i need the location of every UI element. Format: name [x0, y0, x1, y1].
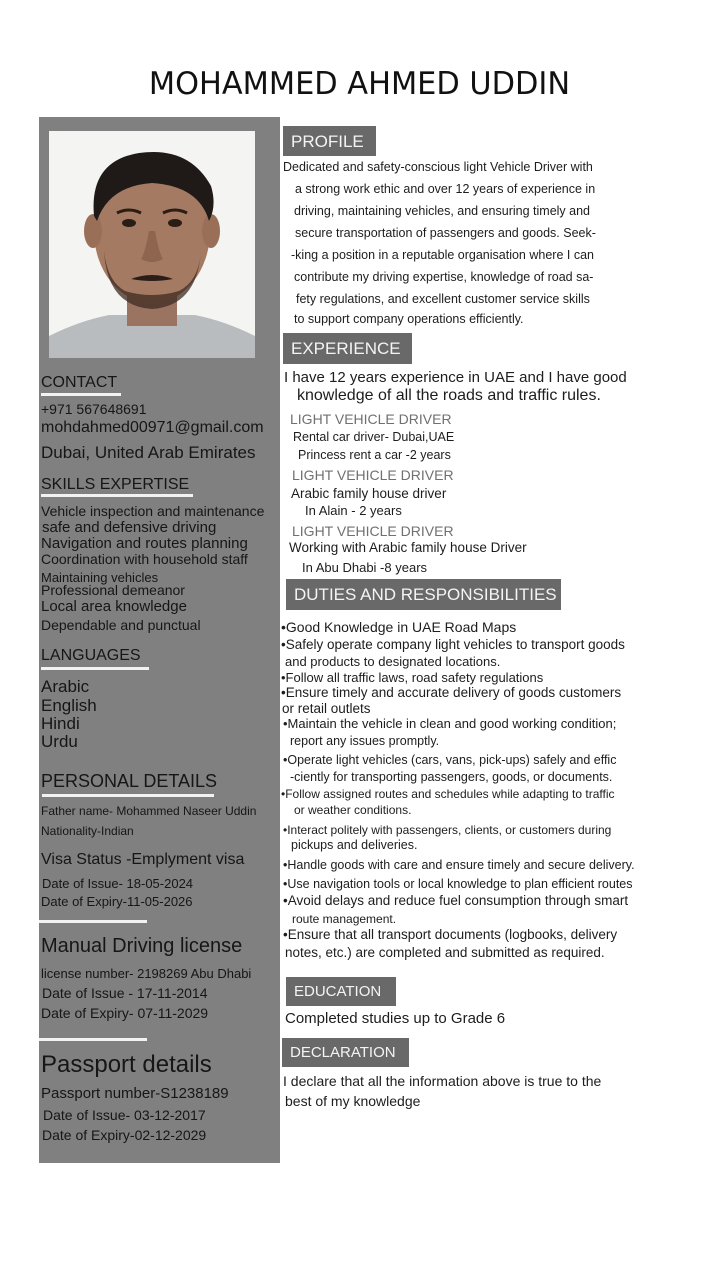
job-title: LIGHT VEHICLE DRIVER: [290, 411, 452, 427]
education-section-header: [286, 977, 396, 1006]
nationality: Nationality-Indian: [41, 824, 134, 838]
experience-summary: I have 12 years experience in UAE and I have good: [284, 369, 627, 386]
skills-divider: [41, 494, 193, 497]
license-issue-date: Date of Issue - 17-11-2014: [42, 985, 208, 1001]
duty-line: •Interact politely with passengers, clients, or customers during: [283, 823, 612, 837]
duty-line: •Maintain the vehicle in clean and good working condition;: [283, 716, 617, 731]
job-title: LIGHT VEHICLE DRIVER: [292, 523, 454, 539]
skill-item: Professional demeanor: [41, 582, 185, 598]
language-item: Urdu: [41, 732, 78, 751]
profile-line: driving, maintaining vehicles, and ensuring timely and: [294, 204, 590, 218]
duty-line: •Handle goods with care and ensure timely and secure delivery.: [283, 858, 635, 872]
duty-line: pickups and deliveries.: [291, 838, 418, 852]
declaration-heading: DECLARATION: [290, 1044, 396, 1061]
profile-line: to support company operations efficiently.: [294, 312, 524, 326]
duty-line: or retail outlets: [282, 701, 371, 716]
language-item: Hindi: [41, 714, 80, 733]
license-number: license number- 2198269 Abu Dhabi: [41, 966, 252, 981]
skill-item: Local area knowledge: [41, 598, 187, 615]
skills-heading: SKILLS EXPERTISE: [41, 476, 190, 493]
duty-line: •Operate light vehicles (cars, vans, pick-ups) safely and effic: [283, 753, 617, 767]
license-expiry-date: Date of Expiry- 07-11-2029: [41, 1005, 209, 1021]
job-detail: Arabic family house driver: [291, 486, 447, 501]
profile-line: a strong work ethic and over 12 years of experience in: [295, 182, 596, 196]
duty-line: -ciently for transporting passengers, goods, or documents.: [290, 770, 613, 784]
personal-details-heading: PERSONAL DETAILS: [41, 771, 218, 791]
duty-line: •Ensure timely and accurate delivery of goods customers: [281, 685, 622, 700]
duty-line: route management.: [292, 912, 397, 926]
duty-line: notes, etc.) are completed and submitted as required.: [285, 945, 605, 960]
license-divider: [39, 1038, 147, 1041]
profile-line: fety regulations, and excellent customer service skills: [296, 292, 590, 306]
duty-line: and products to designated locations.: [285, 654, 501, 669]
driving-license-heading: Manual Driving license: [41, 935, 243, 957]
passport-heading: Passport details: [41, 1051, 212, 1078]
contact-divider: [41, 393, 121, 396]
duty-line: •Follow assigned routes and schedules while adapting to traffic: [281, 787, 615, 801]
experience-section-header: [283, 333, 412, 364]
passport-number: Passport number-S1238189: [41, 1085, 229, 1102]
profile-line: Dedicated and safety-conscious light Vehicle Driver with: [283, 160, 593, 174]
duty-line: •Use navigation tools or local knowledge to plan efficient routes: [283, 877, 633, 891]
profile-section-header: [283, 126, 376, 156]
contact-location: Dubai, United Arab Emirates: [41, 443, 256, 462]
declaration-line: best of my knowledge: [285, 1093, 421, 1109]
skill-item: Maintaining vehicles: [41, 570, 159, 585]
language-item: Arabic: [41, 677, 90, 696]
duty-line: report any issues promptly.: [290, 734, 440, 748]
passport-expiry-date: Date of Expiry-02-12-2029: [42, 1127, 207, 1143]
resume-name-title: MOHAMMED AHMED UDDIN: [148, 66, 571, 102]
declaration-line: I declare that all the information above is true to the: [283, 1073, 602, 1089]
visa-status: Visa Status -Emplyment visa: [41, 851, 245, 868]
profile-heading: PROFILE: [291, 131, 364, 151]
languages-divider: [41, 667, 149, 670]
duties-heading: DUTIES AND RESPONSIBILITIES: [294, 585, 557, 604]
person-portrait-icon: [49, 131, 255, 358]
job-detail: Working with Arabic family house Driver: [289, 540, 527, 555]
skill-item: Vehicle inspection and maintenance: [41, 503, 265, 519]
visa-expiry-date: Date of Expiry-11-05-2026: [41, 894, 193, 909]
job-detail: In Alain - 2 years: [305, 503, 402, 518]
duty-line: •Ensure that all transport documents (logbooks, delivery: [283, 927, 618, 942]
experience-heading: EXPERIENCE: [291, 339, 401, 358]
profile-line: secure transportation of passengers and goods. Seek-: [295, 226, 596, 240]
father-name: Father name- Mohammed Naseer Uddin: [41, 804, 257, 818]
experience-summary: knowledge of all the roads and traffic rules.: [297, 387, 601, 404]
duty-line: •Follow all traffic laws, road safety regulations: [281, 670, 544, 685]
skill-item: Coordination with household staff: [41, 551, 248, 567]
contact-email[interactable]: mohdahmed00971@gmail.com: [41, 419, 264, 436]
language-item: English: [41, 696, 97, 715]
visa-issue-date: Date of Issue- 18-05-2024: [42, 876, 194, 891]
passport-issue-date: Date of Issue- 03-12-2017: [43, 1107, 206, 1123]
duty-line: •Good Knowledge in UAE Road Maps: [281, 619, 517, 635]
duty-line: •Avoid delays and reduce fuel consumption through smart: [283, 893, 629, 908]
declaration-section-header: [282, 1038, 409, 1067]
personal-details-divider: [42, 794, 214, 797]
profile-line: contribute my driving expertise, knowledge of road sa-: [294, 270, 594, 284]
duty-line: or weather conditions.: [294, 803, 412, 817]
contact-phone[interactable]: +971 567648691: [41, 401, 147, 417]
profile-line: -king a position in a reputable organisation where I can: [291, 248, 594, 262]
skill-item: safe and defensive driving: [42, 519, 217, 536]
job-title: LIGHT VEHICLE DRIVER: [292, 467, 454, 483]
languages-heading: LANGUAGES: [41, 647, 141, 664]
education-text: Completed studies up to Grade 6: [285, 1010, 506, 1027]
duties-section-header: [286, 579, 561, 610]
job-detail: Rental car driver- Dubai,UAE: [293, 430, 455, 444]
contact-heading: CONTACT: [41, 374, 118, 391]
education-heading: EDUCATION: [294, 983, 382, 1000]
duty-line: •Safely operate company light vehicles to transport goods: [281, 637, 625, 652]
skill-item: Navigation and routes planning: [41, 535, 248, 552]
job-detail: Princess rent a car -2 years: [298, 448, 451, 462]
job-detail: In Abu Dhabi -8 years: [302, 560, 428, 575]
visa-divider: [39, 920, 147, 923]
skill-item: Dependable and punctual: [41, 617, 201, 633]
profile-photo: [49, 131, 255, 358]
